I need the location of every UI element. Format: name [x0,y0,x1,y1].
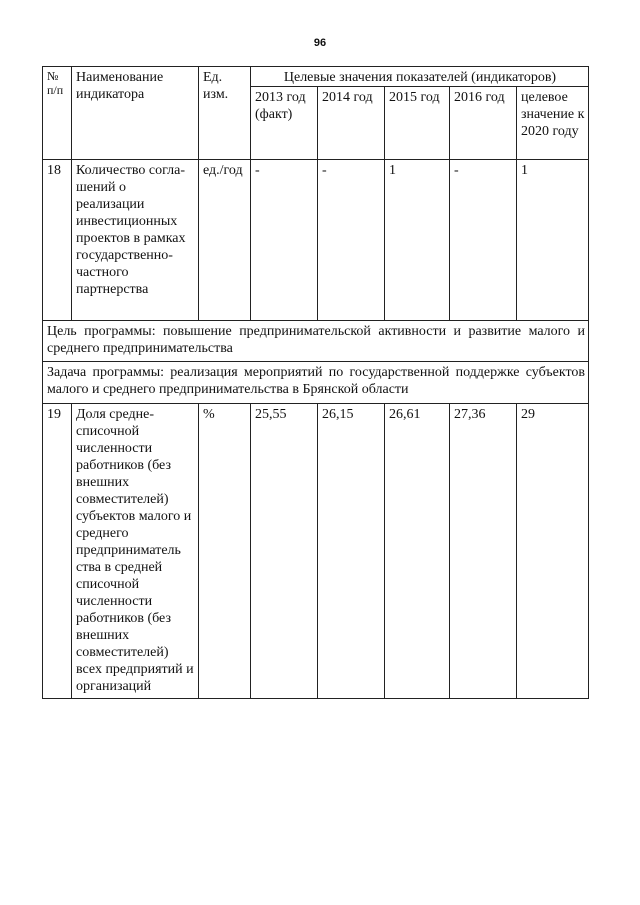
row19-value-2020: 29 [517,404,589,699]
row19-value-2013: 25,55 [251,404,318,699]
row19-num: 19 [43,404,72,699]
row19-value-2015: 26,61 [385,404,450,699]
program-goal: Цель программы: повышение предпринимательской активности и развитие малого и среднего предпринимательства [43,321,589,362]
indicators-table [42,66,589,699]
header-num: № п/п [43,67,72,160]
row18-value-2015: 1 [385,160,450,321]
row19-value-2014: 26,15 [318,404,385,699]
header-row [43,67,589,87]
page-number: 96 [313,37,327,49]
header-year-2016: 2016 год [450,87,517,160]
table-row [43,160,589,321]
header-year-2015: 2015 год [385,87,450,160]
header-year-2020: целевое значение к 2020 году [517,87,589,160]
row18-value-2014: - [318,160,385,321]
header-year-2014: 2014 год [318,87,385,160]
row18-value-2016: - [450,160,517,321]
task-row [43,362,589,404]
header-year-2013: 2013 год (факт) [251,87,318,160]
row18-unit: ед./год [199,160,251,321]
row18-name: Количество согла-шений о реализации инвестиционных проектов в рамках государственно-частного партнерства [72,160,199,321]
row18-value-2013: - [251,160,318,321]
row19-value-2016: 27,36 [450,404,517,699]
row19-unit: % [199,404,251,699]
header-unit: Ед. изм. [199,67,251,160]
row18-num: 18 [43,160,72,321]
table-row [43,404,589,699]
row19-name: Доля средне-списочной численности работников (без внешних совместителей) субъектов малого и среднего предприниматель ства в средней списочной численности работников (без внешних совместителей) всех предприятий и организаций [72,404,199,699]
program-task: Задача программы: реализация мероприятий по государственной поддержке субъектов малого и среднего предпринимательства в Брянской области [43,362,589,404]
header-targets: Целевые значения показателей (индикаторов) [251,67,589,87]
goal-row [43,321,589,362]
header-name: Наименование индикатора [72,67,199,160]
row18-value-2020: 1 [517,160,589,321]
